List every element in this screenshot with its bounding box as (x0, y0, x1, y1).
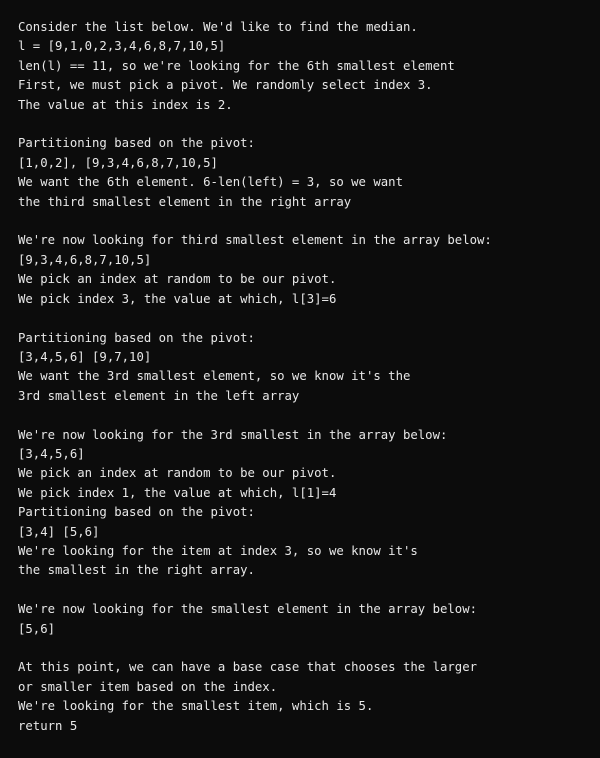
terminal-line: [1,0,2], [9,3,4,6,8,7,10,5] (18, 155, 218, 170)
terminal-line: We're now looking for third smallest element in the array below: (18, 233, 492, 248)
terminal-line: return 5 (18, 718, 78, 733)
terminal-line: [3,4,5,6] [9,7,10] (18, 349, 152, 364)
terminal-line: 3rd smallest element in the left array (18, 388, 300, 403)
terminal-blank-line (18, 309, 584, 328)
terminal-blank-line (18, 212, 584, 231)
terminal-line: len(l) == 11, so we're looking for the 6th smallest element (18, 58, 455, 73)
terminal-line: Partitioning based on the pivot: (18, 330, 255, 345)
terminal-blank-line (18, 406, 584, 425)
terminal-line: We pick index 3, the value at which, l[3]=6 (18, 291, 337, 306)
terminal-line: We're looking for the smallest item, which is 5. (18, 699, 374, 714)
terminal-blank-line (18, 115, 584, 134)
terminal-line: We want the 6th element. 6-len(left) = 3, so we want (18, 175, 403, 190)
terminal-line: We pick an index at random to be our pivot. (18, 466, 337, 481)
terminal-line: First, we must pick a pivot. We randomly select index 3. (18, 78, 433, 93)
terminal-line: the third smallest element in the right array (18, 194, 352, 209)
terminal-line: We want the 3rd smallest element, so we know it's the (18, 369, 411, 384)
terminal-line: We pick index 1, the value at which, l[1]=4 (18, 485, 337, 500)
terminal-line: We're now looking for the 3rd smallest in the array below: (18, 427, 448, 442)
terminal-line: Partitioning based on the pivot: (18, 505, 255, 520)
terminal-line: The value at this index is 2. (18, 97, 233, 112)
terminal-line: the smallest in the right array. (18, 563, 255, 578)
terminal-line: We pick an index at random to be our pivot. (18, 272, 337, 287)
terminal-line: [9,3,4,6,8,7,10,5] (18, 252, 152, 267)
window-top-edge (0, 0, 600, 6)
terminal-line: We're now looking for the smallest element in the array below: (18, 602, 478, 617)
terminal-line: [5,6] (18, 621, 56, 636)
terminal-line: We're looking for the item at index 3, so we know it's (18, 543, 418, 558)
terminal-line: or smaller item based on the index. (18, 679, 278, 694)
terminal-line: At this point, we can have a base case that chooses the larger (18, 660, 478, 675)
terminal-line: Partitioning based on the pivot: (18, 136, 255, 151)
terminal-line: [3,4] [5,6] (18, 524, 100, 539)
terminal-line: [3,4,5,6] (18, 446, 85, 461)
terminal-blank-line (18, 639, 584, 658)
terminal-line: Consider the list below. We'd like to find the median. (18, 20, 418, 34)
terminal-blank-line (18, 581, 584, 600)
terminal-line: l = [9,1,0,2,3,4,6,8,7,10,5] (18, 39, 226, 54)
